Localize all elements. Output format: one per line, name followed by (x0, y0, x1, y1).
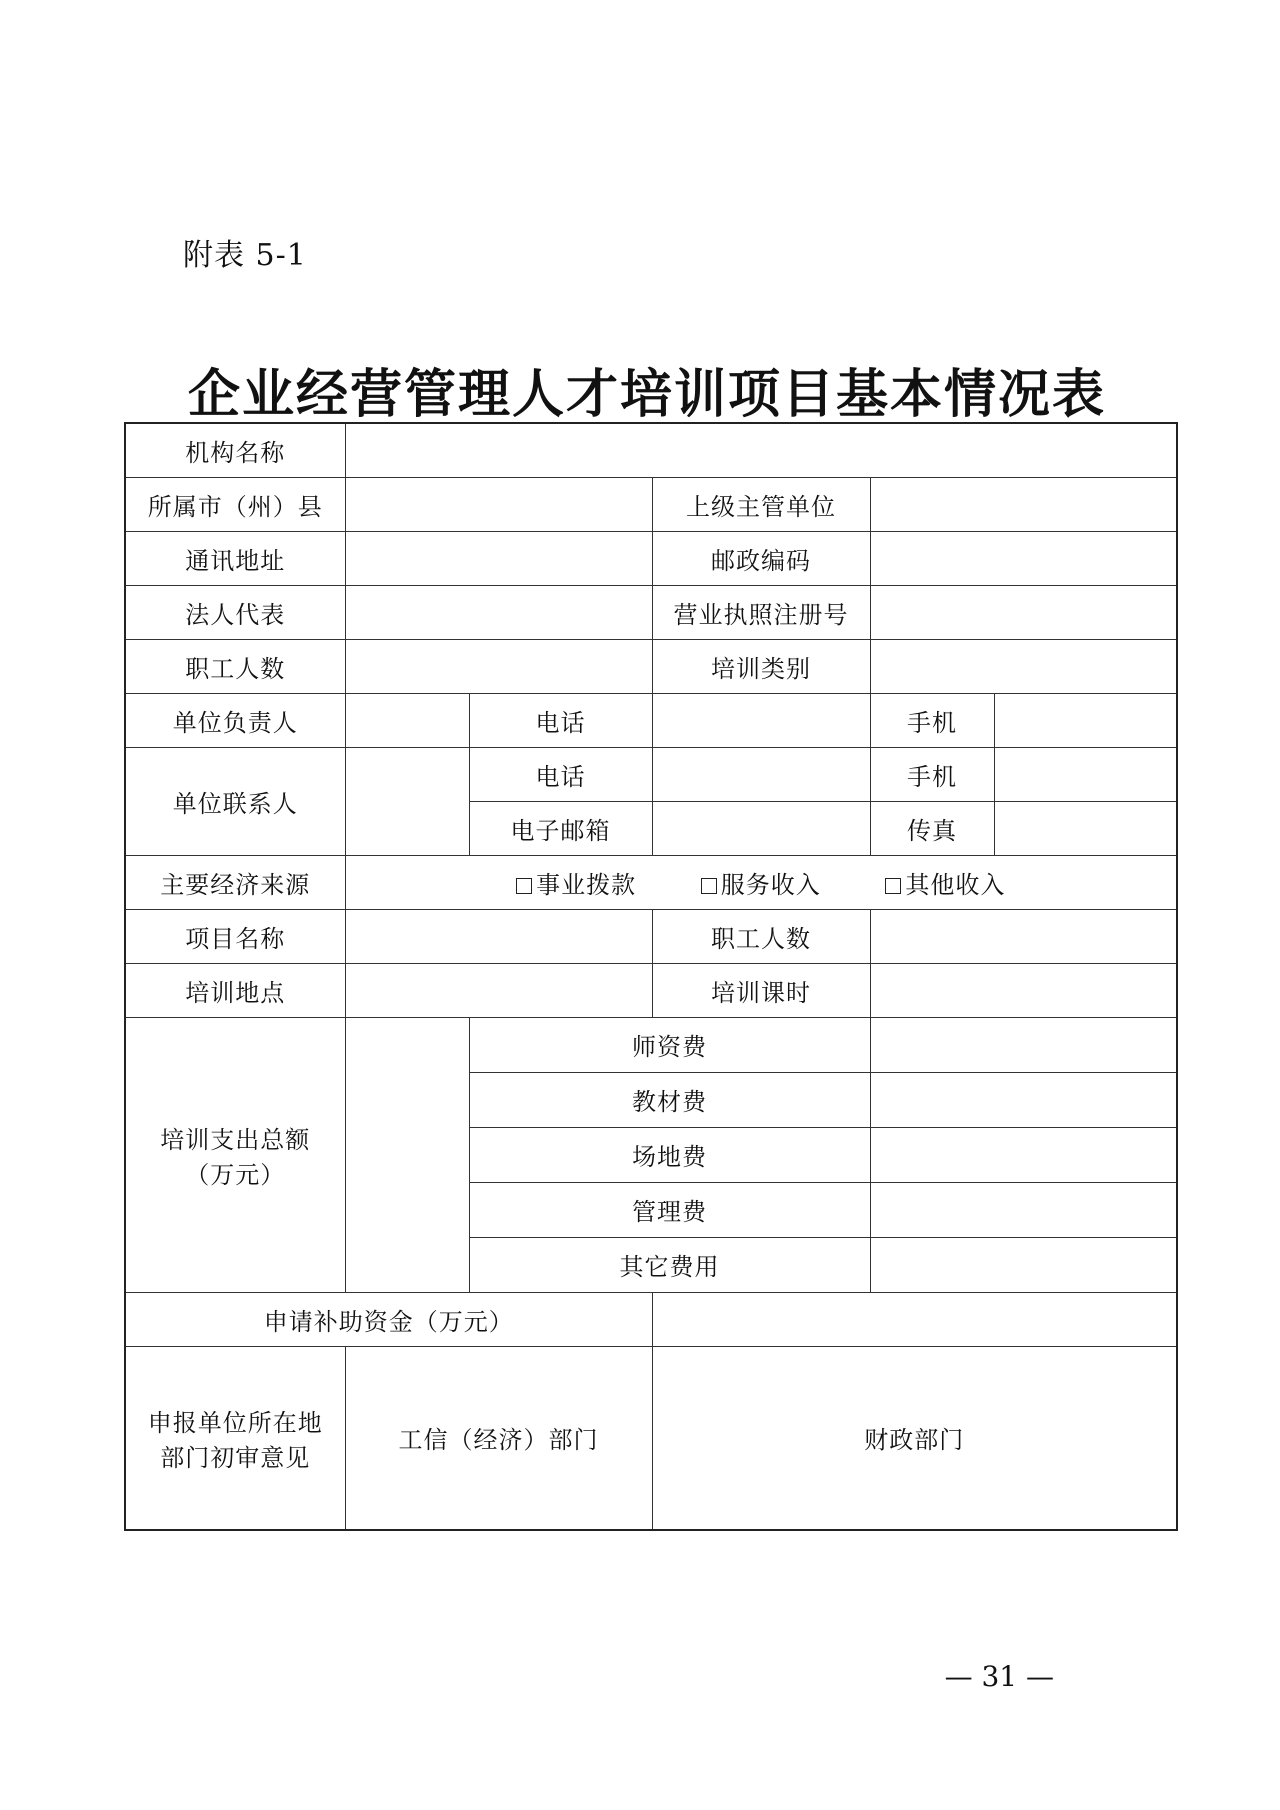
field-training-location[interactable] (345, 963, 652, 1017)
field-project-name[interactable] (345, 909, 652, 963)
label-income-source: 主要经济来源 (125, 855, 345, 909)
field-city-county[interactable] (345, 477, 652, 531)
checkbox-other-income[interactable] (885, 878, 901, 894)
label-head-mobile: 手机 (870, 693, 994, 747)
field-org-name[interactable] (345, 423, 1177, 477)
label-contact-fax: 传真 (870, 801, 994, 855)
label-fee-management: 管理费 (469, 1182, 870, 1237)
industry-dept-opinion[interactable]: 工信（经济）部门 (345, 1346, 652, 1530)
label-license-no: 营业执照注册号 (652, 585, 870, 639)
row-legal-rep (125, 585, 1177, 639)
field-subsidy-request[interactable] (652, 1292, 1177, 1346)
appendix-label: 附表 5-1 (183, 238, 307, 273)
label-postcode: 邮政编码 (652, 531, 870, 585)
field-superior-unit[interactable] (870, 477, 1177, 531)
income-source-options (345, 855, 1177, 909)
label-fee-materials: 教材费 (469, 1072, 870, 1127)
label-contact-mobile: 手机 (870, 747, 994, 801)
option-public-funding[interactable]: 事业拨款 (516, 865, 636, 900)
field-license-no[interactable] (870, 585, 1177, 639)
row-review-opinion (125, 1346, 1177, 1530)
label-unit-head: 单位负责人 (125, 693, 345, 747)
field-training-hours[interactable] (870, 963, 1177, 1017)
row-org-name (125, 423, 1177, 477)
field-fee-other[interactable] (870, 1237, 1177, 1292)
field-postcode[interactable] (870, 531, 1177, 585)
row-training-location (125, 963, 1177, 1017)
label-total-expense: 培训支出总额 （万元） (125, 1017, 345, 1292)
field-head-mobile[interactable] (994, 693, 1177, 747)
checkbox-service-income[interactable] (701, 878, 717, 894)
field-unit-contact[interactable] (345, 747, 469, 855)
label-contact-email: 电子邮箱 (469, 801, 652, 855)
field-fee-teacher[interactable] (870, 1017, 1177, 1072)
field-fee-materials[interactable] (870, 1072, 1177, 1127)
label-address: 通讯地址 (125, 531, 345, 585)
field-training-type[interactable] (870, 639, 1177, 693)
field-legal-rep[interactable] (345, 585, 652, 639)
field-unit-head[interactable] (345, 693, 469, 747)
row-city-county (125, 477, 1177, 531)
field-staff-count-2[interactable] (870, 909, 1177, 963)
field-contact-phone[interactable] (652, 747, 870, 801)
field-contact-email[interactable] (652, 801, 870, 855)
label-head-phone: 电话 (469, 693, 652, 747)
label-org-name: 机构名称 (125, 423, 345, 477)
label-fee-venue: 场地费 (469, 1127, 870, 1182)
page-title: 企业经营管理人才培训项目基本情况表 (187, 364, 1106, 425)
row-address (125, 531, 1177, 585)
field-total-expense[interactable] (345, 1017, 469, 1292)
project-info-table (124, 422, 1178, 1531)
label-superior-unit: 上级主管单位 (652, 477, 870, 531)
row-income-source (125, 855, 1177, 909)
label-training-location: 培训地点 (125, 963, 345, 1017)
row-unit-contact-1 (125, 747, 1177, 801)
field-fee-management[interactable] (870, 1182, 1177, 1237)
label-city-county: 所属市（州）县 (125, 477, 345, 531)
label-fee-teacher: 师资费 (469, 1017, 870, 1072)
finance-dept-opinion[interactable]: 财政部门 (652, 1346, 1177, 1530)
field-contact-fax[interactable] (994, 801, 1177, 855)
row-project-name (125, 909, 1177, 963)
field-contact-mobile[interactable] (994, 747, 1177, 801)
label-training-hours: 培训课时 (652, 963, 870, 1017)
label-fee-other: 其它费用 (469, 1237, 870, 1292)
row-unit-head (125, 693, 1177, 747)
field-staff-count[interactable] (345, 639, 652, 693)
field-fee-venue[interactable] (870, 1127, 1177, 1182)
label-legal-rep: 法人代表 (125, 585, 345, 639)
label-contact-phone: 电话 (469, 747, 652, 801)
label-staff-count: 职工人数 (125, 639, 345, 693)
label-subsidy-request: 申请补助资金（万元） (125, 1292, 652, 1346)
checkbox-public-funding[interactable] (516, 878, 532, 894)
option-other-income[interactable]: 其他收入 (885, 865, 1005, 900)
label-review-opinion: 申报单位所在地 部门初审意见 (125, 1346, 345, 1530)
field-address[interactable] (345, 531, 652, 585)
row-fee-teacher (125, 1017, 1177, 1072)
label-staff-count-2: 职工人数 (652, 909, 870, 963)
row-staff-count (125, 639, 1177, 693)
field-head-phone[interactable] (652, 693, 870, 747)
label-training-type: 培训类别 (652, 639, 870, 693)
option-service-income[interactable]: 服务收入 (701, 865, 821, 900)
page-number: — 31 — (944, 1660, 1054, 1693)
row-subsidy-request (125, 1292, 1177, 1346)
label-project-name: 项目名称 (125, 909, 345, 963)
label-unit-contact: 单位联系人 (125, 747, 345, 855)
